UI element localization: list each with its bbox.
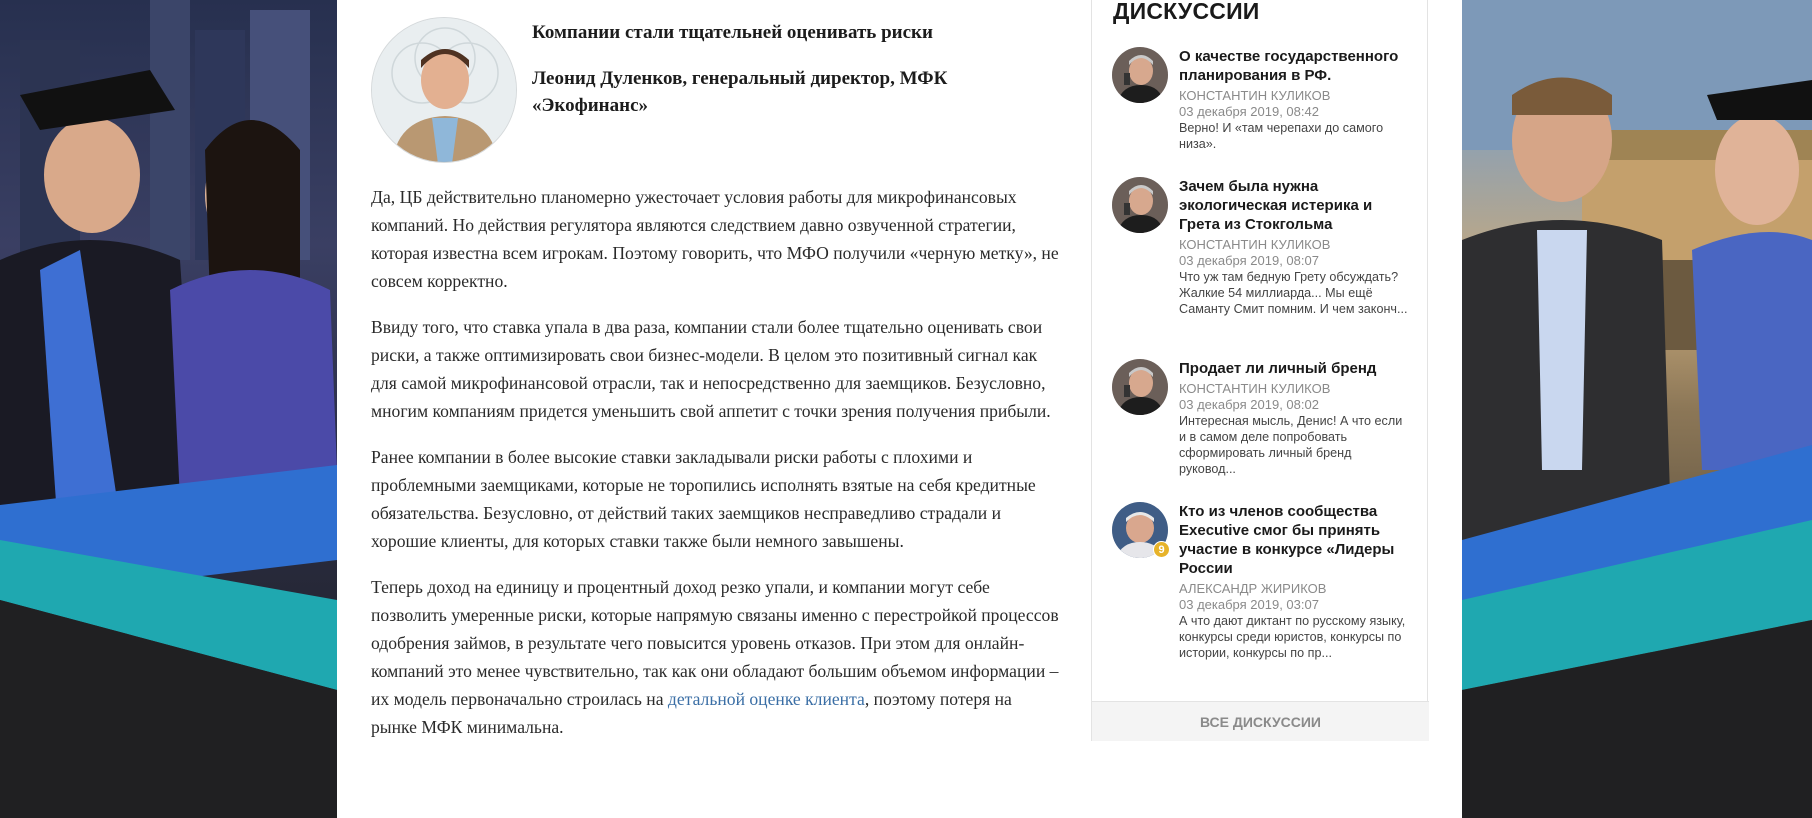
discussion-author[interactable]: КОНСТАНТИН КУЛИКОВ: [1179, 88, 1331, 103]
discussion-date: 03 декабря 2019, 08:02: [1179, 397, 1319, 412]
discussion-author[interactable]: АЛЕКСАНДР ЖИРИКОВ: [1179, 581, 1327, 596]
discussions-widget: [1091, 0, 1428, 741]
avatar[interactable]: [1112, 359, 1168, 415]
article-body: [371, 183, 1061, 759]
avatar[interactable]: [1112, 47, 1168, 103]
discussions-header: ДИСКУССИИ: [1113, 0, 1260, 24]
article-paragraph: Да, ЦБ действительно планомерно ужесточает условия работы для микрофинансовых компаний. Но действия регулятора являются следствием давно озвученной стратегии, которая известна всем игрокам. Поэтому говорить, что МФО получили «черную метку», не совсем корректно.: [371, 187, 1059, 291]
discussion-body: [1179, 177, 1411, 317]
discussion-excerpt[interactable]: А что дают диктант по русскому языку, конкурсы среди юристов, конкурсы по истории, конкурсы по пр...: [1179, 614, 1406, 660]
discussion-date: 03 декабря 2019, 08:42: [1179, 104, 1319, 119]
discussion-title[interactable]: Зачем была нужна экологическая истерика и Грета из Стокгольма: [1179, 178, 1373, 233]
paragraph-text: Теперь доход на единицу и процентный доход резко упали, и компании могут себе позволить умеренные риски, которые напрямую связаны именно с перестройкой процессов одобрения займов, в результате чего повысится уровень отказов. При этом для онлайн-компаний это менее чувствительно, так как они обладают большим объемом информации – их модель первоначально строилась на: [371, 577, 1059, 709]
discussion-excerpt[interactable]: Интересная мысль, Денис! А что если и в самом деле попробовать сформировать личный бренд руковод...: [1179, 414, 1403, 476]
all-discussions-button[interactable]: ВСЕ ДИСКУССИИ: [1092, 701, 1429, 741]
discussion-date: 03 декабря 2019, 03:07: [1179, 597, 1319, 612]
discussion-author[interactable]: КОНСТАНТИН КУЛИКОВ: [1179, 237, 1331, 252]
discussion-title[interactable]: Продает ли личный бренд: [1179, 360, 1377, 377]
right-banner-image: [1462, 0, 1812, 818]
article-paragraph: Ввиду того, что ставка упала в два раза, компании стали более тщательно оценивать свои риски, а также оптимизировать свои бизнес-модели. В целом это позитивный сигнал как для самой микрофинансовой отрасли, так и непосредственно для заемщиков. Безусловно, многим компаниям придется уменьшить свой аппетит с точки зрения получения прибыли.: [371, 317, 1051, 421]
article-paragraph: Ранее компании в более высокие ставки закладывали риски работы с плохими и проблемными заемщиками, которые не торопились исполнять взятые на себя кредитные обязательства. Безусловно, от действий таких заемщиков несправедливо страдали и хорошие клиенты, для которых ставки также были немного завышены.: [371, 447, 1036, 551]
article-paragraph: [371, 573, 1061, 741]
avatar[interactable]: [1112, 177, 1168, 233]
paragraph-text: , поэтому потеря на рынке МФК минимальна.: [371, 689, 1012, 737]
article-column: [337, 0, 1091, 818]
sidebar: [1091, 0, 1462, 818]
quote-title: Компании стали тщательней оценивать риски: [532, 22, 933, 43]
client-assessment-link[interactable]: детальной оценке клиента: [667, 689, 865, 709]
left-banner-image: [0, 0, 337, 818]
discussion-date: 03 декабря 2019, 08:07: [1179, 253, 1319, 268]
discussion-excerpt[interactable]: Что уж там бедную Грету обсуждать? Жалкие 54 миллиарда... Мы ещё Саманту Смит помним. И чем законч...: [1179, 270, 1408, 316]
expert-avatar: [371, 17, 517, 163]
discussion-body: [1179, 359, 1411, 477]
discussion-body: [1179, 502, 1411, 661]
expert-quote-block: [371, 17, 1071, 167]
discussion-body: [1179, 47, 1411, 152]
discussion-title[interactable]: Кто из членов сообщества Executive смог бы принять участие в конкурсе «Лидеры России: [1179, 503, 1395, 577]
rating-badge: 9: [1153, 541, 1170, 558]
quote-author: Леонид Дуленков, генеральный директор, МФК «Экофинанс»: [532, 68, 948, 116]
discussion-excerpt[interactable]: Верно! И «там черепахи до самого низа».: [1179, 121, 1384, 151]
discussion-title[interactable]: О качестве государственного планирования в РФ.: [1179, 48, 1399, 84]
discussion-author[interactable]: КОНСТАНТИН КУЛИКОВ: [1179, 381, 1331, 396]
